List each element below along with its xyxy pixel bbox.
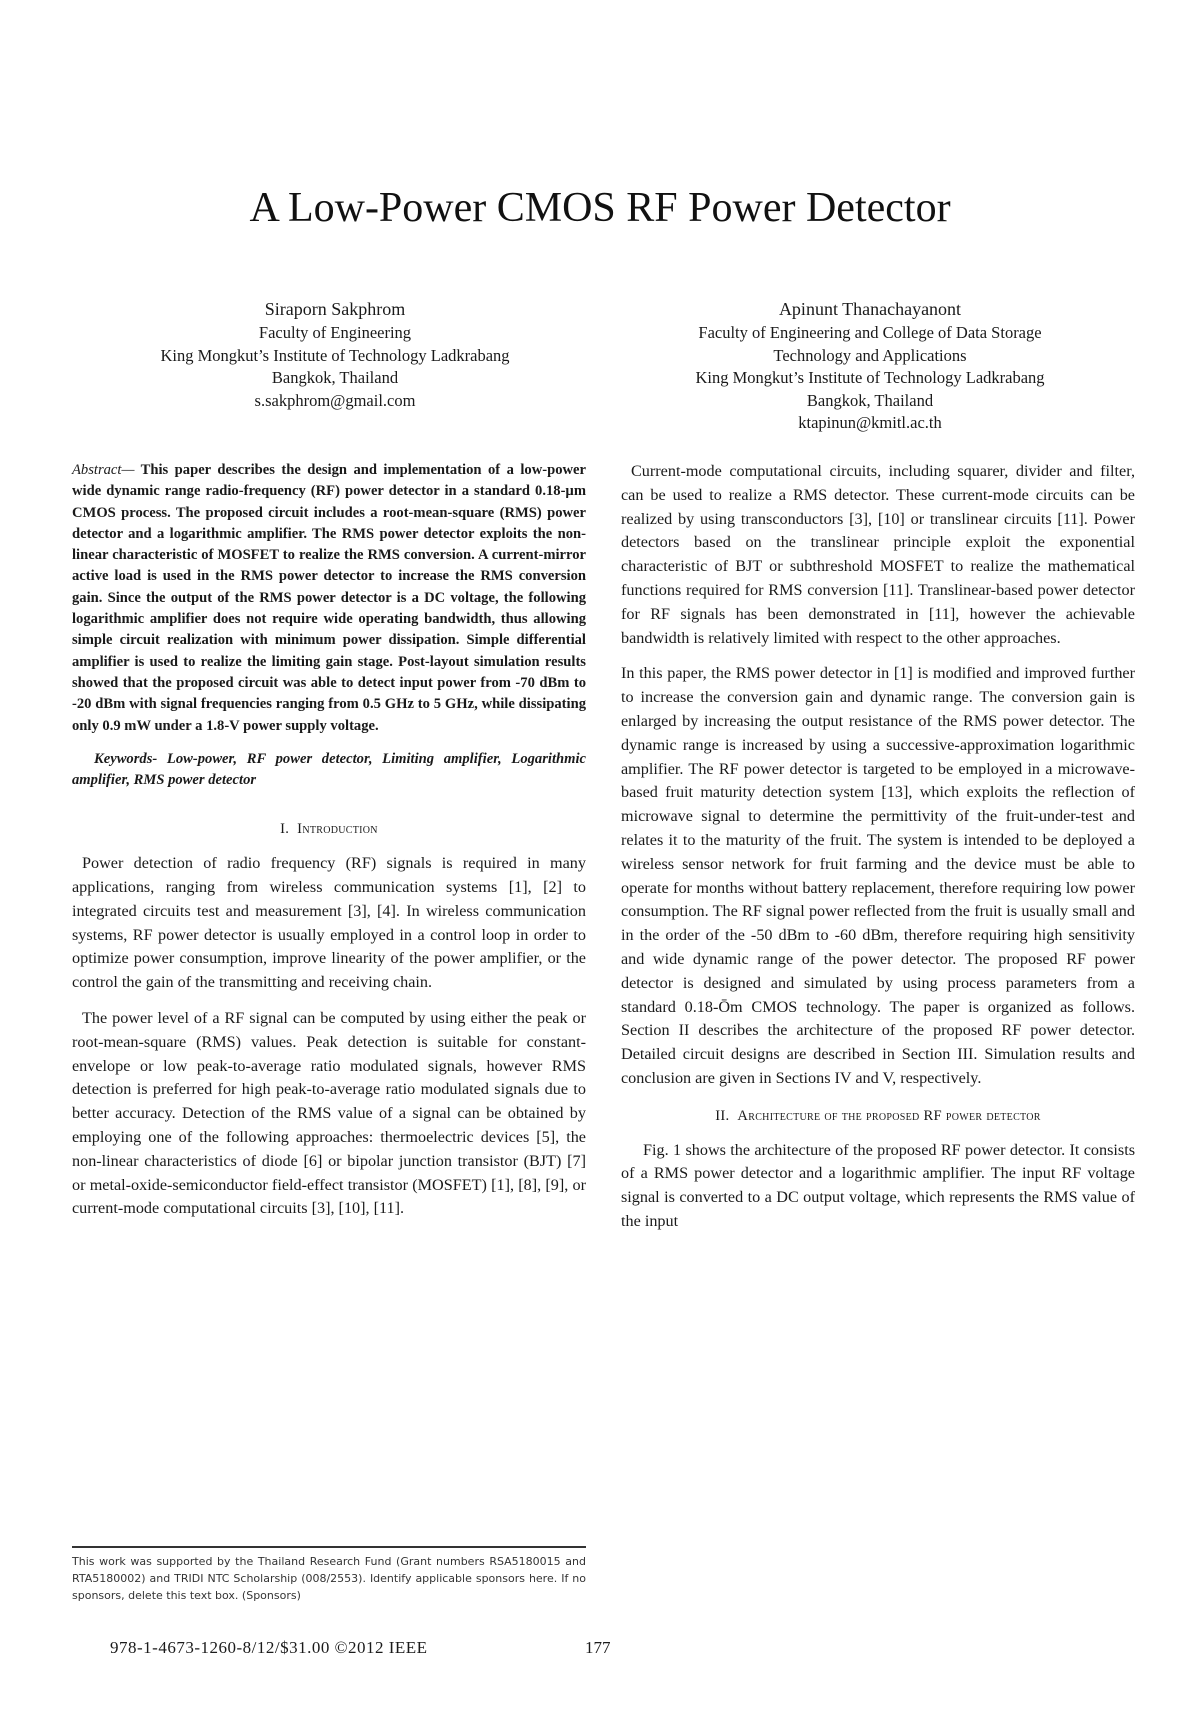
abstract-label: Abstract— — [72, 462, 135, 478]
author-affiliation: Faculty of Engineering — [258, 323, 412, 342]
abstract-text: This paper describes the design and implementation of a low-power wide dynamic range radio-frequency (RF) power detector in a standard 0.18-µm CMOS process. The proposed circuit includes a root-mean-square (RMS) power detector and a logarithmic amplifier. The RMS power detector exploits the non-linear characteristic of MOSFET to realize the RMS conversion. A current-mirror active load is used in the RMS power detector to increase the RMS conversion gain. Since the output of the RMS power detector is a DC voltage, the following logarithmic amplifier does not require wide operating bandwidth, thus allowing simple circuit realization with minimum power dissipation. Simple differential amplifier is used to realize the limiting gain stage. Post-layout simulation results showed that the proposed circuit was able to detect input power from -70 dBm to -20 dBm with signal frequencies ranging from 0.5 GHz to 5 GHz, while dissipating only 0.9 mW under a 1.8-V power supply voltage. — [72, 462, 586, 734]
section-heading-introduction — [72, 818, 586, 842]
section-title-end: power detector — [945, 1107, 1041, 1124]
paragraph: Power detection of radio frequency (RF) signals is required in many applications, ranging from wireless communication systems [1], [2] to integrated circuits test and measurement [3], [4]. In wireless communication systems, RF power detector is usually employed in a control loop in order to optimize power consumption, improve linearity of the power amplifier, or the control the gain of the transmitting and receiving chain. — [72, 854, 586, 992]
section-number: II. — [715, 1107, 730, 1124]
author-affiliation: King Mongkut’s Institute of Technology Ladkrabang — [160, 345, 510, 365]
author-name: Apinunt Thanachayanont — [778, 299, 962, 319]
author-name: Siraporn Sakphrom — [264, 299, 406, 319]
paragraph: Fig. 1 shows the architecture of the proposed RF power detector. It consists of a RMS power detector and a logarithmic amplifier. The input RF voltage signal is converted to a DC output voltage, which represents the RMS value of the input — [621, 1140, 1135, 1230]
paper-title: A Low-Power CMOS RF Power Detector — [249, 185, 951, 231]
author-email: ktapinun@kmitl.ac.th — [798, 413, 942, 432]
section-title: Introduction — [297, 821, 378, 838]
section-title-rf: RF — [923, 1107, 942, 1124]
section-heading-architecture — [621, 1105, 1135, 1129]
paragraph: The power level of a RF signal can be computed by using either the peak or root-mean-square (RMS) values. Peak detection is suitable for constant-envelope or low peak-to-average ratio modulated signals, however RMS detection is preferred for high peak-to-average ratio modulated signals due to better accuracy. Detection of the RMS value of a signal can be obtained by employing one of the following approaches: thermoelectric devices [5], the non-linear characteristics of diode [6] or bipolar junction transistor (BJT) [7] or metal-oxide-semiconductor field-effect transistor (MOSFET) [1], [8], [9], or current-mode computational circuits [3], [10], [11]. — [72, 1009, 586, 1218]
author-affiliation: Faculty of Engineering and College of Data Storage — [698, 323, 1042, 342]
author-block-2 — [625, 296, 1115, 435]
left-column — [72, 460, 586, 1233]
author-location: Bangkok, Thailand — [271, 368, 399, 387]
keywords: Keywords- Low-power, RF power detector, Limiting amplifier, Logarithmic amplifier, RMS power detector — [72, 750, 586, 789]
paragraph: In this paper, the RMS power detector in [1] is modified and improved further to increase the conversion gain and dynamic range. The conversion gain is enlarged by increasing the output resistance of the RMS power detector. The dynamic range is increased by using a successive-approximation logarithmic amplifier. The RF power detector is targeted to be employed in a microwave-based fruit maturity detection system [13], which exploits the reflection of microwave signal to determine the permittivity of the fruit-under-test and relates it to the maturity of the fruit. The system is intended to be deployed a wireless sensor network for fruit farming and the device must be able to operate for months without battery replacement, therefore requiring low power consumption. The RF signal power reflected from the fruit is usually small and in the order of the -50 dBm to -60 dBm, therefore requiring high sensitivity and wide dynamic range of the power detector. The proposed RF power detector is designed and simulated by using process parameters from a standard 0.18-Ōm CMOS technology. The paper is organized as follows. Section II describes the architecture of the proposed RF power detector. Detailed circuit designs are described in Section III. Simulation results and conclusion are given in Sections IV and V, respectively. — [621, 664, 1135, 1087]
abstract — [72, 460, 586, 737]
footnote-rule — [72, 1546, 586, 1548]
right-column — [621, 460, 1135, 1246]
section-title: Architecture of the proposed — [737, 1107, 920, 1124]
author-affiliation: Technology and Applications — [773, 345, 967, 365]
page-number: 177 — [585, 1638, 611, 1657]
author-affiliation: King Mongkut’s Institute of Technology Ladkrabang — [695, 368, 1045, 387]
author-block-1 — [90, 296, 580, 412]
section-number: I. — [280, 821, 290, 838]
author-email: s.sakphrom@gmail.com — [254, 390, 416, 410]
isbn-copyright: 978-1-4673-1260-8/12/$31.00 ©2012 IEEE — [110, 1638, 428, 1657]
author-location: Bangkok, Thailand — [806, 390, 934, 410]
footnote: This work was supported by the Thailand Research Fund (Grant numbers RSA5180015 and RTA5180002) and TRIDI NTC Scholarship (008/2553). Identify applicable sponsors here. If no sponsors, delete this text box. (Sponsors) — [72, 1555, 586, 1602]
paragraph: Current-mode computational circuits, including squarer, divider and filter, can be used to realize a RMS detector. These current-mode circuits can be realized by using transconductors [3], [10] or translinear circuits [11]. Power detectors based on the translinear principle exploit the exponential characteristic of BJT or subthreshold MOSFET to realize the mathematical functions required for RMS conversion [11]. Translinear-based power detector for RF signals has been demonstrated in [11], however the achievable bandwidth is relatively limited with respect to the other approaches. — [621, 462, 1135, 647]
